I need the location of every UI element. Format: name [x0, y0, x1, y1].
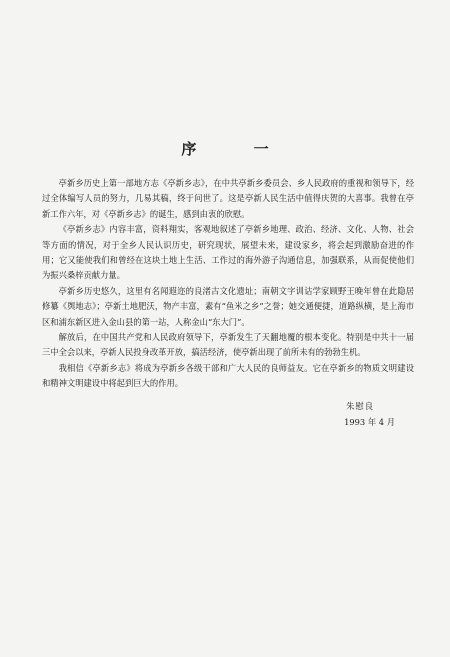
paragraph: 《亭新乡志》内容丰富，资料翔实，客观地叙述了亭新乡地理、政治、经济、文化、人物、社会等方面的情况，对于全乡人民认识历史，研究现状，展望未来，建设家乡，将会起到激励奋进的作用；它又能使我们和曾经在这块土地上生活、工作过的海外游子沟通信息，加强联系，从而促使他们为振兴桑梓贡献力量。 [42, 224, 414, 281]
paragraph: 亭新乡历史悠久，这里有名闻遐迩的良渚古文化遗址；南朝文字训诂学家顾野王晚年曾在此隐居修纂《舆地志》；亭新土地肥沃，物产丰富，素有“鱼米之乡”之誉；她交通便捷，道路纵横，是上海市区和浦东新区进入金山县的第一站，人称金山“东大门”。 [42, 285, 414, 327]
paragraph: 解放后，在中国共产党和人民政府领导下，亭新发生了天翻地覆的根本变化。特别是中共十一届三中全会以来，亭新人民投身改革开放，搞活经济，使亭新出现了前所未有的勃勃生机。 [42, 332, 414, 358]
preface-title: 序 一 [181, 140, 295, 158]
signature-name: 朱慰良 [346, 401, 374, 411]
paragraph: 我相信《亭新乡志》将成为亭新乡各级干部和广大人民的良师益友。它在亭新乡的物质文明建设和精神文明建设中将起到巨大的作用。 [42, 362, 414, 389]
signature-date: 1993 年 4 月 [344, 417, 395, 427]
paragraph: 亭新乡历史上第一部地方志《亭新乡志》，在中共亭新乡委员会、乡人民政府的重视和领导下，经过全体编写人员的努力，几易其稿，终于问世了。这是亭新人民生活中值得庆贺的大喜事。我曾在亭新工作六年，对《亭新乡志》的诞生，感到由衷的欣慰。 [42, 178, 414, 219]
preface-body [42, 176, 414, 392]
